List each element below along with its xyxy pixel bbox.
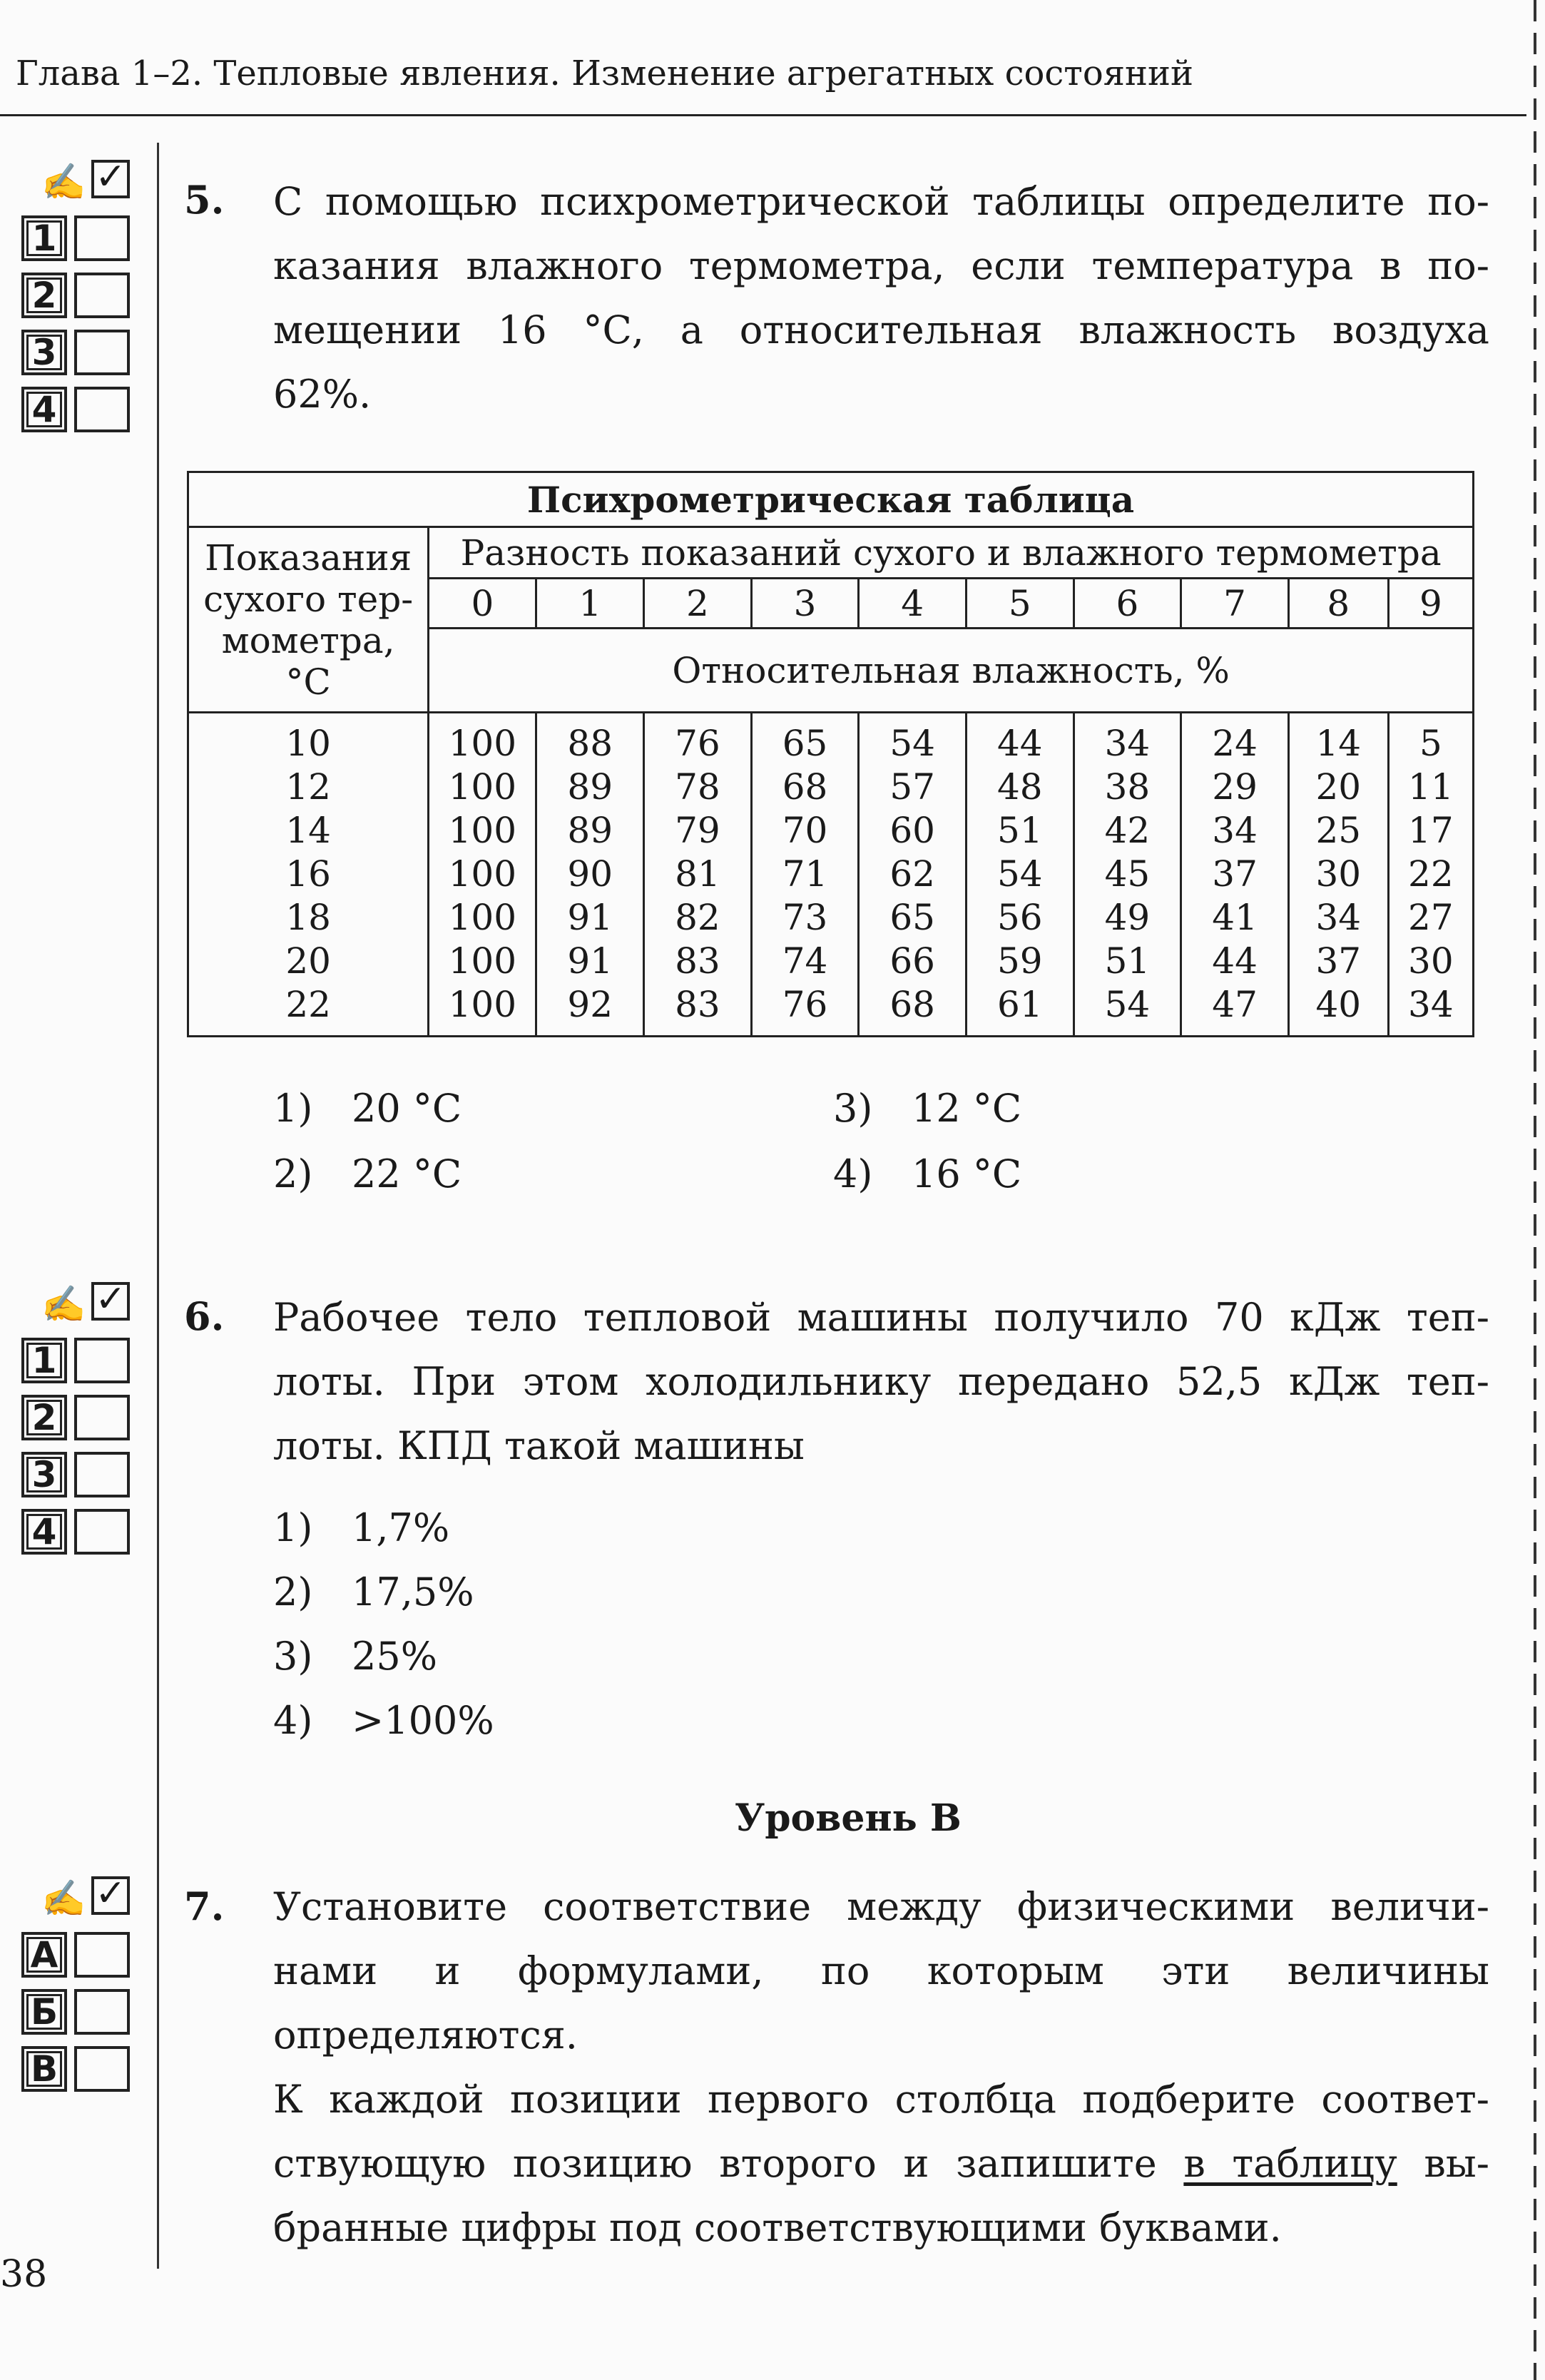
humidity-cell: 62: [859, 853, 967, 896]
box-label: 3: [21, 1452, 67, 1497]
humidity-cell: 14: [1288, 713, 1388, 766]
answer-box[interactable]: [74, 273, 130, 318]
option-number: 2): [273, 1151, 313, 1196]
box-label: В: [21, 2046, 67, 2092]
humidity-cell: 56: [966, 896, 1074, 940]
humidity-cell: 37: [1181, 853, 1289, 896]
humidity-cell: 42: [1074, 809, 1181, 853]
table-title: Психрометрическая таблица: [188, 472, 1474, 527]
humidity-cell: 5: [1388, 713, 1473, 766]
box-label: 3: [21, 330, 67, 375]
question-number: 5.: [184, 177, 225, 223]
text-line: К каждой позиции первого столбца подберите соответ-: [273, 2077, 1489, 2122]
humidity-cell: 34: [1181, 809, 1289, 853]
box-label: 4: [21, 387, 67, 432]
humidity-cell: 83: [644, 983, 752, 1037]
humidity-cell: 100: [429, 766, 536, 809]
humidity-cell: 29: [1181, 766, 1289, 809]
option-number: 4): [273, 1698, 313, 1743]
option-2[interactable]: [273, 1570, 474, 1614]
humidity-cell: 34: [1288, 896, 1388, 940]
humidity-cell: 89: [536, 809, 644, 853]
humidity-cell: 100: [429, 940, 536, 983]
option-1[interactable]: [273, 1086, 462, 1131]
difference-value: 9: [1388, 579, 1473, 629]
humidity-cell: 100: [429, 896, 536, 940]
text-segment: ствующую позицию второго и запишите: [273, 2141, 1184, 2186]
humidity-cell: 100: [429, 809, 536, 853]
humidity-cell: 91: [536, 940, 644, 983]
option-text: 17,5%: [352, 1570, 474, 1614]
answer-box[interactable]: [74, 1452, 130, 1497]
answer-box[interactable]: [74, 1932, 130, 1978]
option-number: 1): [273, 1086, 313, 1131]
table-row: [188, 766, 1474, 809]
option-1[interactable]: [273, 1505, 449, 1550]
humidity-cell: 68: [859, 983, 967, 1037]
question-number: 6.: [184, 1293, 225, 1339]
humidity-cell: 30: [1388, 940, 1473, 983]
text-segment: вы-: [1397, 2141, 1489, 2186]
table-body: [188, 713, 1474, 1037]
table-row: [188, 809, 1474, 853]
humidity-cell: 61: [966, 983, 1074, 1037]
checkbox-icon: ✓: [91, 160, 130, 198]
table-row: [188, 713, 1474, 766]
checkbox-icon: ✓: [91, 1876, 130, 1915]
humidity-cell: 54: [966, 853, 1074, 896]
humidity-cell: 59: [966, 940, 1074, 983]
difference-value: 3: [751, 579, 859, 629]
text-line: мещении 16 °С, а относительная влажность воздуха: [273, 307, 1489, 352]
humidity-cell: 83: [644, 940, 752, 983]
humidity-cell: 22: [1388, 853, 1473, 896]
chapter-header: Глава 1–2. Тепловые явления. Изменение агрегатных состояний: [16, 54, 1194, 93]
psychrometric-table: [187, 471, 1474, 1037]
answer-box[interactable]: [74, 1509, 130, 1555]
humidity-cell: 79: [644, 809, 752, 853]
humidity-cell: 92: [536, 983, 644, 1037]
option-text: 25%: [352, 1634, 438, 1679]
humidity-cell: 73: [751, 896, 859, 940]
humidity-cell: 100: [429, 853, 536, 896]
answer-box[interactable]: [74, 1395, 130, 1440]
difference-value: 7: [1181, 579, 1289, 629]
answer-box[interactable]: [74, 1989, 130, 2035]
difference-value: 6: [1074, 579, 1181, 629]
option-3[interactable]: [833, 1086, 1021, 1131]
humidity-cell: 30: [1288, 853, 1388, 896]
margin-divider: [157, 143, 159, 2269]
question-5-text: [273, 170, 1489, 427]
humidity-cell: 34: [1074, 713, 1181, 766]
dry-temperature-cell: 16: [188, 853, 429, 896]
box-label: 1: [21, 1338, 67, 1383]
text-line: определяются.: [273, 2013, 578, 2058]
humidity-cell: 44: [966, 713, 1074, 766]
box-label: А: [21, 1932, 67, 1978]
answer-boxes-q5: [21, 158, 143, 438]
humidity-cell: 100: [429, 983, 536, 1037]
answer-box[interactable]: [74, 330, 130, 375]
humidity-cell: 25: [1288, 809, 1388, 853]
humidity-cell: 76: [644, 713, 752, 766]
humidity-cell: 37: [1288, 940, 1388, 983]
option-3[interactable]: [273, 1634, 437, 1679]
humidity-cell: 51: [1074, 940, 1181, 983]
difference-value: 4: [859, 579, 967, 629]
humidity-cell: 66: [859, 940, 967, 983]
table-row: [188, 853, 1474, 896]
box-label: Б: [21, 1989, 67, 2035]
box-label: 4: [21, 1509, 67, 1555]
option-2[interactable]: [273, 1151, 462, 1196]
box-label: 2: [21, 273, 67, 318]
table-row: [188, 896, 1474, 940]
humidity-cell: 34: [1388, 983, 1473, 1037]
text-line: С помощью психрометрической таблицы определите по-: [273, 179, 1489, 224]
text-line: лоты. При этом холодильнику передано 52,5 кДж теп-: [273, 1359, 1489, 1404]
humidity-cell: 24: [1181, 713, 1289, 766]
answer-box[interactable]: [74, 1338, 130, 1383]
dry-temperature-cell: 22: [188, 983, 429, 1037]
option-number: 4): [833, 1151, 873, 1196]
table-row: [188, 940, 1474, 983]
header-line: мометра,: [221, 619, 395, 661]
option-4[interactable]: [833, 1151, 1021, 1196]
humidity-cell: 49: [1074, 896, 1181, 940]
question-6-text: [273, 1286, 1489, 1478]
dry-temperature-cell: 18: [188, 896, 429, 940]
box-label: 1: [21, 215, 67, 261]
text-line: [273, 2132, 1489, 2196]
difference-header: Разность показаний сухого и влажного термометра: [429, 527, 1474, 579]
humidity-cell: 44: [1181, 940, 1289, 983]
header-line: сухого тер-: [203, 578, 414, 620]
table-link: в таблицу: [1183, 2141, 1397, 2186]
humidity-cell: 38: [1074, 766, 1181, 809]
humidity-cell: 90: [536, 853, 644, 896]
option-text: >100%: [352, 1698, 494, 1743]
dry-temperature-cell: 12: [188, 766, 429, 809]
humidity-cell: 65: [859, 896, 967, 940]
humidity-cell: 54: [859, 713, 967, 766]
difference-value: 5: [966, 579, 1074, 629]
humidity-cell: 20: [1288, 766, 1388, 809]
option-number: 3): [273, 1634, 313, 1679]
question-7-text: [273, 1875, 1489, 2260]
option-number: 1): [273, 1505, 313, 1550]
humidity-cell: 74: [751, 940, 859, 983]
humidity-cell: 47: [1181, 983, 1289, 1037]
header-divider: [0, 114, 1526, 116]
humidity-cell: 41: [1181, 896, 1289, 940]
humidity-cell: 45: [1074, 853, 1181, 896]
text-line: Установите соответствие между физическими величи-: [273, 1884, 1489, 1929]
humidity-cell: 88: [536, 713, 644, 766]
option-text: 22 °С: [352, 1151, 462, 1196]
humidity-cell: 78: [644, 766, 752, 809]
humidity-cell: 65: [751, 713, 859, 766]
humidity-cell: 91: [536, 896, 644, 940]
humidity-cell: 27: [1388, 896, 1473, 940]
text-line: Рабочее тело тепловой машины получило 70 кДж теп-: [273, 1295, 1489, 1340]
pen-icon: ✍: [41, 1283, 86, 1325]
humidity-cell: 17: [1388, 809, 1473, 853]
pen-icon: ✍: [41, 161, 86, 203]
humidity-cell: 54: [1074, 983, 1181, 1037]
humidity-cell: 71: [751, 853, 859, 896]
dry-thermometer-header: [188, 527, 429, 713]
humidity-cell: 51: [966, 809, 1074, 853]
humidity-cell: 76: [751, 983, 859, 1037]
option-text: 16 °С: [912, 1151, 1022, 1196]
humidity-cell: 70: [751, 809, 859, 853]
checkbox-icon: ✓: [91, 1282, 130, 1321]
difference-value: 0: [429, 579, 536, 629]
humidity-cell: 60: [859, 809, 967, 853]
header-line: °С: [285, 661, 331, 703]
answer-box[interactable]: [74, 2046, 130, 2092]
humidity-cell: 11: [1388, 766, 1473, 809]
difference-value: 1: [536, 579, 644, 629]
answer-box[interactable]: [74, 215, 130, 261]
option-text: 20 °С: [352, 1086, 462, 1131]
humidity-cell: 48: [966, 766, 1074, 809]
dry-temperature-cell: 14: [188, 809, 429, 853]
text-line: лоты. КПД такой машины: [273, 1423, 805, 1468]
box-label: 2: [21, 1395, 67, 1440]
option-text: 12 °С: [912, 1086, 1022, 1131]
humidity-header: Относительная влажность, %: [429, 629, 1474, 713]
option-text: 1,7%: [352, 1505, 450, 1550]
humidity-cell: 82: [644, 896, 752, 940]
text-line: казания влажного термометра, если температура в по-: [273, 243, 1489, 288]
humidity-cell: 68: [751, 766, 859, 809]
page-edge-dashed-line: [1534, 0, 1536, 2380]
difference-value: 2: [644, 579, 752, 629]
option-number: 3): [833, 1086, 873, 1131]
dry-temperature-cell: 20: [188, 940, 429, 983]
text-line: 62%.: [273, 372, 372, 417]
humidity-cell: 81: [644, 853, 752, 896]
difference-value: 8: [1288, 579, 1388, 629]
option-4[interactable]: [273, 1698, 494, 1743]
answer-boxes-q7: [21, 1872, 143, 2097]
humidity-cell: 57: [859, 766, 967, 809]
question-number: 7.: [184, 1883, 225, 1929]
humidity-cell: 89: [536, 766, 644, 809]
answer-boxes-q6: [21, 1278, 143, 1560]
table-row: [188, 983, 1474, 1037]
pen-icon: ✍: [41, 1878, 86, 1919]
section-heading: Уровень В: [735, 1796, 962, 1840]
option-number: 2): [273, 1570, 313, 1614]
text-line: бранные цифры под соответствующими буквами.: [273, 2205, 1282, 2250]
dry-temperature-cell: 10: [188, 713, 429, 766]
page-number: 38: [0, 2253, 48, 2296]
humidity-cell: 100: [429, 713, 536, 766]
header-line: Показания: [205, 536, 412, 579]
text-line: нами и формулами, по которым эти величины: [273, 1948, 1489, 1993]
humidity-cell: 40: [1288, 983, 1388, 1037]
answer-box[interactable]: [74, 387, 130, 432]
